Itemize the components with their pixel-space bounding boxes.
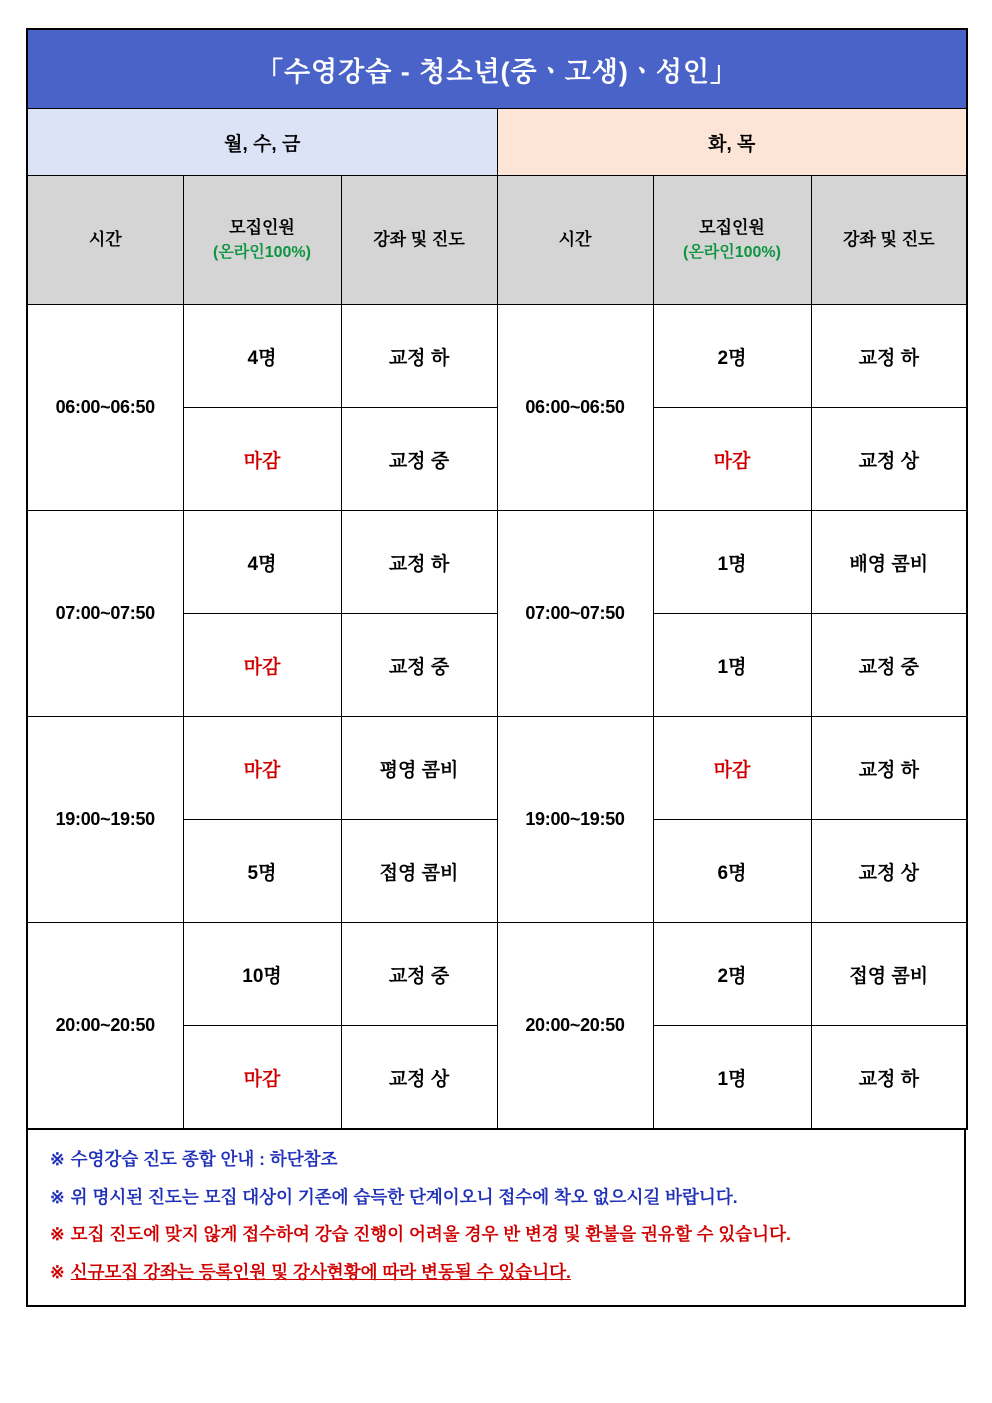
col-header-time-tt: 시간 — [497, 176, 653, 305]
course-mwf-1-2: 교정 중 — [341, 408, 497, 511]
time-slot-mwf-2: 07:00~07:50 — [27, 511, 183, 717]
course-tt-2-2: 교정 중 — [811, 614, 967, 717]
note-item-3 — [50, 1223, 942, 1247]
course-tt-3-2: 교정 상 — [811, 820, 967, 923]
capacity-tt-2-2: 1명 — [653, 614, 811, 717]
capacity-mwf-1-2: 마감 — [183, 408, 341, 511]
day-group-row — [27, 109, 967, 176]
capacity-mwf-2-2: 마감 — [183, 614, 341, 717]
note-mark-icon: ※ — [50, 1224, 65, 1245]
course-mwf-2-1: 교정 하 — [341, 511, 497, 614]
note-item-1 — [50, 1148, 942, 1172]
note-mark-icon: ※ — [50, 1261, 65, 1282]
time-slot-mwf-3: 19:00~19:50 — [27, 717, 183, 923]
course-mwf-3-2: 접영 콤비 — [341, 820, 497, 923]
time-slot-tt-2: 07:00~07:50 — [497, 511, 653, 717]
note-mark-icon: ※ — [50, 1186, 65, 1207]
table-row — [27, 305, 967, 408]
capacity-mwf-4-2: 마감 — [183, 1026, 341, 1130]
course-tt-2-1: 배영 콤비 — [811, 511, 967, 614]
time-slot-mwf-1: 06:00~06:50 — [27, 305, 183, 511]
capacity-mwf-1-1: 4명 — [183, 305, 341, 408]
col-header-time-mwf: 시간 — [27, 176, 183, 305]
capacity-label: 모집인원 — [229, 218, 295, 238]
capacity-mwf-3-2: 5명 — [183, 820, 341, 923]
col-header-capacity-mwf — [183, 176, 341, 305]
table-row — [27, 511, 967, 614]
course-mwf-4-2: 교정 상 — [341, 1026, 497, 1130]
course-mwf-2-2: 교정 중 — [341, 614, 497, 717]
note-text: 위 명시된 진도는 모집 대상이 기존에 습득한 단계이오니 접수에 착오 없으시길 바랍니다. — [70, 1186, 738, 1207]
note-text: 신규모집 강좌는 등록인원 및 강사현황에 따라 변동될 수 있습니다. — [70, 1261, 571, 1282]
col-header-capacity-tt — [653, 176, 811, 305]
course-mwf-4-1: 교정 중 — [341, 923, 497, 1026]
note-text: 모집 진도에 맞지 않게 접수하여 강습 진행이 어려울 경우 반 변경 및 환불을 권유할 수 있습니다. — [70, 1224, 791, 1245]
col-header-course-mwf: 강좌 및 진도 — [341, 176, 497, 305]
capacity-label: 모집인원 — [699, 218, 765, 238]
capacity-online-note: (온라인100%) — [213, 243, 311, 261]
capacity-mwf-3-1: 마감 — [183, 717, 341, 820]
capacity-mwf-2-1: 4명 — [183, 511, 341, 614]
time-slot-tt-4: 20:00~20:50 — [497, 923, 653, 1130]
note-text: 수영강습 진도 종합 안내 : 하단참조 — [70, 1149, 338, 1169]
course-mwf-3-1: 평영 콤비 — [341, 717, 497, 820]
capacity-tt-3-2: 6명 — [653, 820, 811, 923]
course-tt-1-1: 교정 하 — [811, 305, 967, 408]
table-row — [27, 923, 967, 1026]
capacity-online-note: (온라인100%) — [683, 243, 781, 261]
time-slot-mwf-4: 20:00~20:50 — [27, 923, 183, 1130]
col-header-course-tt: 강좌 및 진도 — [811, 176, 967, 305]
capacity-tt-1-2: 마감 — [653, 408, 811, 511]
course-mwf-1-1: 교정 하 — [341, 305, 497, 408]
capacity-tt-2-1: 1명 — [653, 511, 811, 614]
note-item-2 — [50, 1186, 942, 1210]
title-row — [27, 29, 967, 109]
capacity-mwf-4-1: 10명 — [183, 923, 341, 1026]
swim-schedule-table — [26, 28, 968, 1130]
time-slot-tt-3: 19:00~19:50 — [497, 717, 653, 923]
course-tt-1-2: 교정 상 — [811, 408, 967, 511]
note-mark-icon: ※ — [50, 1149, 65, 1169]
capacity-tt-4-2: 1명 — [653, 1026, 811, 1130]
course-tt-4-1: 접영 콤비 — [811, 923, 967, 1026]
capacity-tt-1-1: 2명 — [653, 305, 811, 408]
capacity-tt-4-1: 2명 — [653, 923, 811, 1026]
notes-box — [26, 1130, 966, 1307]
course-tt-4-2: 교정 하 — [811, 1026, 967, 1130]
note-item-4 — [50, 1261, 942, 1285]
time-slot-tt-1: 06:00~06:50 — [497, 305, 653, 511]
capacity-tt-3-1: 마감 — [653, 717, 811, 820]
table-row — [27, 717, 967, 820]
column-header-row — [27, 176, 967, 305]
day-group-mwf: 월, 수, 금 — [27, 109, 497, 176]
day-group-tt: 화, 목 — [497, 109, 967, 176]
page-title: 「수영강습 - 청소년(중ㆍ고생)ㆍ성인」 — [27, 29, 967, 109]
course-tt-3-1: 교정 하 — [811, 717, 967, 820]
